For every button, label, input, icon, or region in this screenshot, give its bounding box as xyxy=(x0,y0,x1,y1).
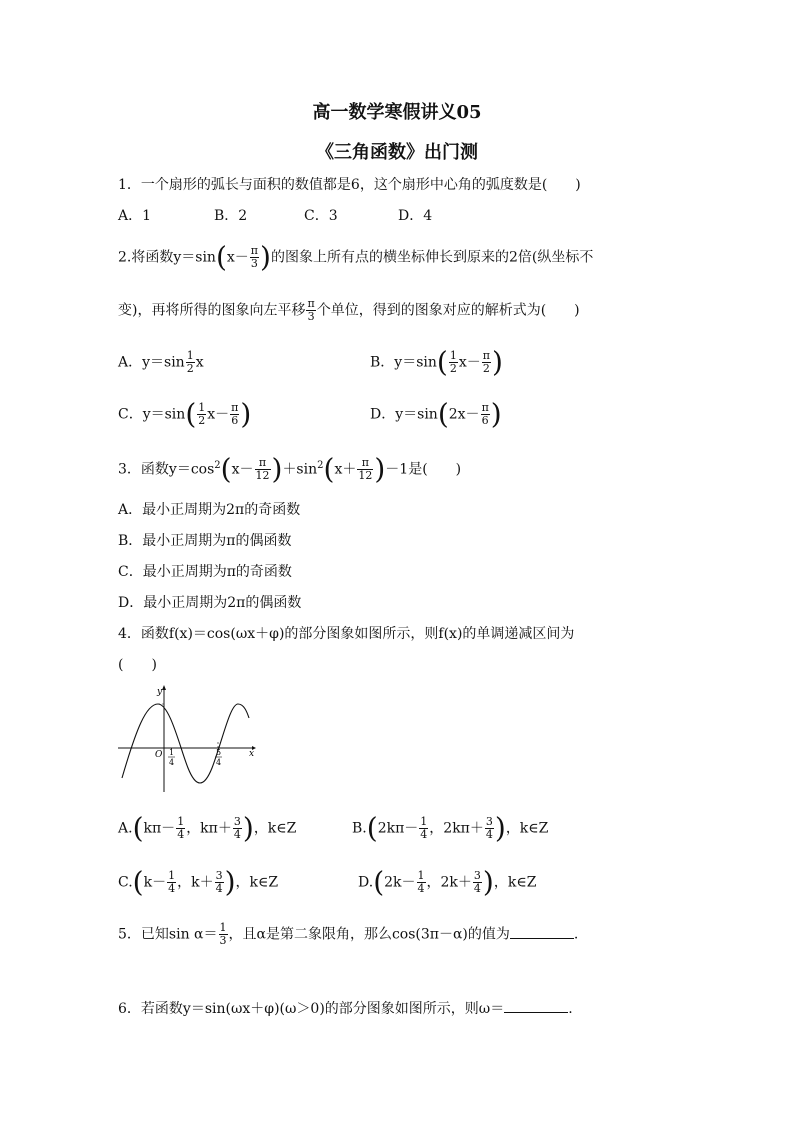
y-axis-arrow xyxy=(162,685,166,690)
question-3-option-b: B．最小正周期为π的偶函数 xyxy=(118,533,292,549)
fraction-pi-3: $\frac{\pi}{3}$ xyxy=(250,244,259,270)
fraction-1-2: $\frac{1}{2}$ xyxy=(186,349,194,375)
fraction-1-2: $\frac{1}{2}$ xyxy=(449,349,457,375)
fraction-pi-12: $\frac{\pi}{12}$ xyxy=(255,456,270,483)
tick-1-4-num: 1 xyxy=(169,748,175,757)
page-subtitle: 《三角函数》出门测 xyxy=(316,142,478,163)
question-4-option-d: D.(2k－ $\frac{1}{4}$ ，2k＋ $\frac{3}{4}$ )，k∈Z xyxy=(358,865,537,899)
question-2-option-a: A．y＝sin $\frac{1}{2}$ x xyxy=(118,349,204,375)
question-2-stem-line1: 2.将函数y＝sin(x－ $\frac{\pi}{3}$ )的图象上所有点的横坐标伸长到原来的2倍(纵坐标不 xyxy=(118,240,594,274)
question-4-option-b: B.(2kπ－ $\frac{1}{4}$ ，2kπ＋ $\frac{3}{4}$ )，k∈Z xyxy=(352,811,549,845)
tick-5-4-num: 5 xyxy=(216,748,222,757)
question-1-option-c: C．3 xyxy=(304,208,338,224)
fraction-1-2: $\frac{1}{2}$ xyxy=(198,401,206,427)
fraction-pi-3: $\frac{\pi}{3}$ xyxy=(307,297,315,323)
fraction-pi-12: $\frac{\pi}{12}$ xyxy=(358,456,373,483)
question-3-option-d: D．最小正周期为2π的偶函数 xyxy=(118,595,302,611)
question-4-stem: 4．函数f(x)＝cos(ωx＋φ)的部分图象如图所示，则f(x)的单调递减区间为 xyxy=(118,626,575,642)
fraction-pi-2: $\frac{\pi}{2}$ xyxy=(482,349,490,375)
q2-inner: x－ xyxy=(226,249,249,266)
question-4-stem-line2: ( ) xyxy=(118,657,157,673)
fraction-1-3: $\frac{1}{3}$ xyxy=(219,921,227,947)
q2-text-b: 的图象上所有点的横坐标伸长到原来的2倍(纵坐标不 xyxy=(270,249,594,266)
question-6-stem: 6．若函数y＝sin(ωx＋φ)(ω＞0)的部分图象如图所示，则ω＝ . xyxy=(118,998,573,1019)
cosine-curve xyxy=(122,704,249,783)
fraction-pi-6: $\frac{\pi}{6}$ xyxy=(481,401,489,427)
question-2-stem-line2 xyxy=(118,298,580,323)
question-1-stem: 1．一个扇形的弧长与面积的数值都是6，这个扇形中心角的弧度数是( ) xyxy=(118,177,581,193)
question-2-option-c: C．y＝sin( $\frac{1}{2}$ x－ $\frac{\pi}{6}$ ) xyxy=(118,397,252,431)
tick-1-4-den: 4 xyxy=(169,758,175,767)
question-4-option-c: C.(k－ $\frac{1}{4}$ ，k＋ $\frac{3}{4}$ )，k∈Z xyxy=(118,865,279,899)
y-axis-label: y xyxy=(157,687,163,697)
page-title: 高一数学寒假讲义05 xyxy=(312,102,482,123)
question-1-option-a: A．1 xyxy=(118,208,152,224)
question-4-option-a: A.(kπ－ $\frac{1}{4}$ ，kπ＋ $\frac{3}{4}$ )，k∈Z xyxy=(118,811,297,845)
question-5-stem: 5．已知sin α＝ $\frac{1}{3}$ ，且α是第二象限角，那么cos(3π－α)的值为 . xyxy=(118,921,579,947)
q2-text: 2.将函数y＝sin xyxy=(118,249,216,266)
fraction-pi-6: $\frac{\pi}{6}$ xyxy=(231,401,239,427)
question-3-option-c: C．最小正周期为π的奇函数 xyxy=(118,564,292,580)
answer-blank[interactable] xyxy=(504,998,568,1013)
answer-blank[interactable] xyxy=(510,924,574,939)
tick-5-4-den: 4 xyxy=(216,758,222,767)
x-axis-label: x xyxy=(249,749,255,759)
q2-text-c: 变)，再将所得的图象向左平移 xyxy=(118,302,306,319)
question-1-option-d: D．4 xyxy=(398,208,433,224)
q2-text-d: 个单位，得到的图象对应的解析式为( ) xyxy=(316,302,580,319)
question-1-option-b: B．2 xyxy=(214,208,248,224)
question-2-option-d: D．y＝sin(2x－ $\frac{\pi}{6}$ ) xyxy=(370,397,502,431)
question-2-option-b: B．y＝sin( $\frac{1}{2}$ x－ $\frac{\pi}{2}$ ) xyxy=(370,345,503,379)
cosine-graph-figure xyxy=(118,684,258,794)
question-3-option-a: A．最小正周期为2π的奇函数 xyxy=(118,502,301,518)
question-3-stem: 3．函数$y=\cos^2(x-$ $\frac{\pi}{12}$ )$+\sin^2(x+$ $\frac{\pi}{12}$ )－1是( ) xyxy=(118,452,462,486)
origin-label: O xyxy=(155,750,163,760)
